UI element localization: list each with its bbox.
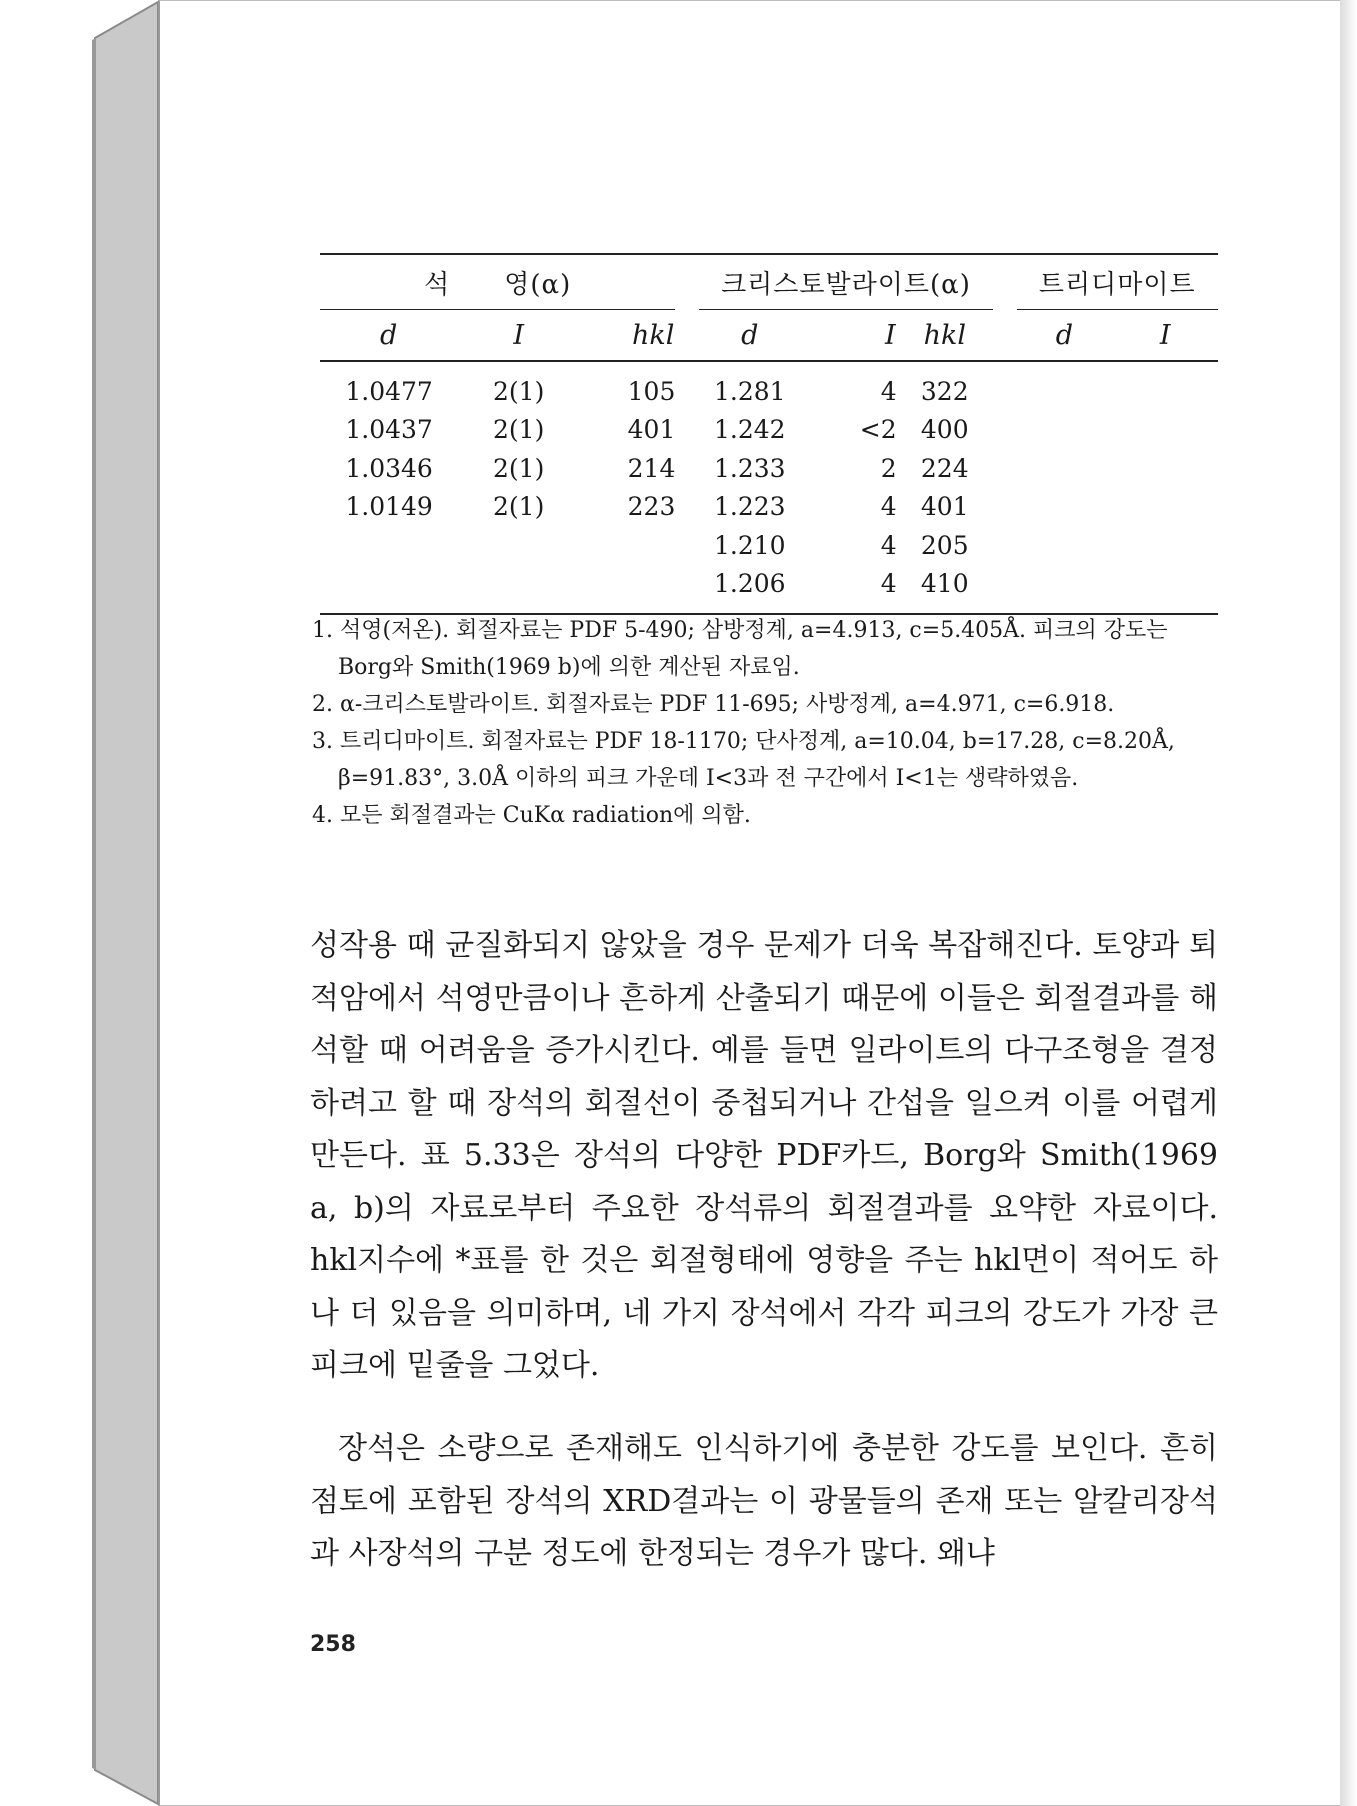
cell: 1.281 [714,376,786,406]
cell: 2(1) [493,492,545,522]
cell [1112,526,1218,565]
cell: 214 [627,453,676,483]
cell: 1.0477 [345,376,433,406]
cell [320,565,458,615]
body-paragraph: 장석은 소량으로 존재해도 인식하기에 충분한 강도를 보인다. 흔히 점토에 포함된 장석의 XRD결과는 이 광물들의 존재 또는 알칼리장석과 사장석의 구분 정도에 한정되는 경우가 많다. 왜냐 [310,1431,1218,1571]
table-column-header [320,310,1218,362]
cell [1017,411,1113,450]
cell [320,526,458,565]
col-hkl-quartz: hkl [579,310,675,362]
book-spine-edge [0,0,170,1806]
table-row [320,411,1218,450]
table-row [320,565,1218,615]
cell [1017,361,1113,411]
cell: 205 [920,530,969,560]
col-hkl-cristobalite: hkl [897,310,993,362]
cell [579,526,675,565]
cell: 4 [880,492,897,522]
cell: 1.233 [714,453,786,483]
page-number: 258 [310,1632,356,1657]
cell [579,565,675,615]
cell [1017,488,1113,527]
cell [1017,565,1113,615]
cell: 4 [880,530,897,560]
cell: 105 [627,376,676,406]
cell [1112,449,1218,488]
cell: 223 [627,492,676,522]
group-tridymite: 트리디마이트 [1038,269,1196,300]
cell [458,526,579,565]
cell: 2(1) [493,453,545,483]
col-i-quartz: I [458,310,579,362]
cell: 1.0149 [345,492,433,522]
cell: 1.206 [714,569,786,599]
cell [458,565,579,615]
group-quartz: 석 영(α) [424,269,572,300]
table-row [320,361,1218,411]
cell: 1.210 [714,530,786,560]
cell: 401 [920,492,969,522]
cell: 410 [920,569,969,599]
cell: 322 [920,376,969,406]
cell: 4 [880,376,897,406]
group-cristobalite: 크리스토발라이트(α) [721,269,971,300]
table-note: 1. 석영(저온). 회절자료는 PDF 5-490; 삼방정계, a=4.913, c=5.405Å. 피크의 강도는 Borg와 Smith(1969 b)에 의한 계산된 자료임. [312,618,1168,680]
cell: <2 [859,415,897,445]
col-d-cristobalite: d [699,310,801,362]
cell [1112,488,1218,527]
cell: 2 [880,453,897,483]
cell [1017,449,1113,488]
cell: 224 [920,453,969,483]
cell: 1.0437 [345,415,433,445]
body-paragraph: 성작용 때 균질화되지 않았을 경우 문제가 더욱 복잡해진다. 토양과 퇴적암에서 석영만큼이나 흔하게 산출되기 때문에 이들은 회절결과를 해석할 때 어려움을 증가시킨다. 예를 들면 일라이트의 다구조형을 결정하려고 할 때 장석의 회절선이 중첩되거나 간섭을 일으켜 이를 어렵게 만든다. 표 5.33은 장석의 다양한 PDF카드, Borg와 Smith(1969 a, b)의 자료로부터 주요한 장석류의 회절결과를 요약한 자료이다. hkl지수에 *표를 한 것은 회절형태에 영향을 주는 hkl면이 적어도 하나 더 있음을 의미하며, 네 가지 장석에서 각각 피크의 강도가 가장 큰 피크에 밑줄을 그었다. [310,928,1218,1383]
table-note: 4. 모든 회절결과는 CuKα radiation에 의함. [312,803,751,828]
col-i-tridymite: I [1112,310,1218,362]
cell: 1.0346 [345,453,433,483]
page-right-shadow [1338,0,1357,1806]
cell: 2(1) [493,415,545,445]
cell: 4 [880,569,897,599]
table-group-header [320,254,1218,310]
cell [1112,361,1218,411]
cell: 2(1) [493,376,545,406]
cell [1017,526,1113,565]
table-row [320,449,1218,488]
cell [1112,411,1218,450]
xrd-data-table [320,253,1218,615]
table-notes [312,612,1217,834]
table-row [320,488,1218,527]
table-note: 3. 트리디마이트. 회절자료는 PDF 18-1170; 단사정계, a=10.04, b=17.28, c=8.20Å, β=91.83°, 3.0Å 이하의 피크 가운데 I<3과 전 구간에서 I<1는 생략하였음. [312,729,1175,791]
cell: 401 [627,415,676,445]
cell [1112,565,1218,615]
col-d-tridymite: d [1017,310,1113,362]
cell: 1.223 [714,492,786,522]
col-i-cristobalite: I [801,310,897,362]
table-row [320,526,1218,565]
cell: 1.242 [714,415,786,445]
table-note: 2. α-크리스토발라이트. 회절자료는 PDF 11-695; 사방정계, a=4.971, c=6.918. [312,692,1115,717]
col-d-quartz: d [320,310,458,362]
cell: 400 [920,415,969,445]
